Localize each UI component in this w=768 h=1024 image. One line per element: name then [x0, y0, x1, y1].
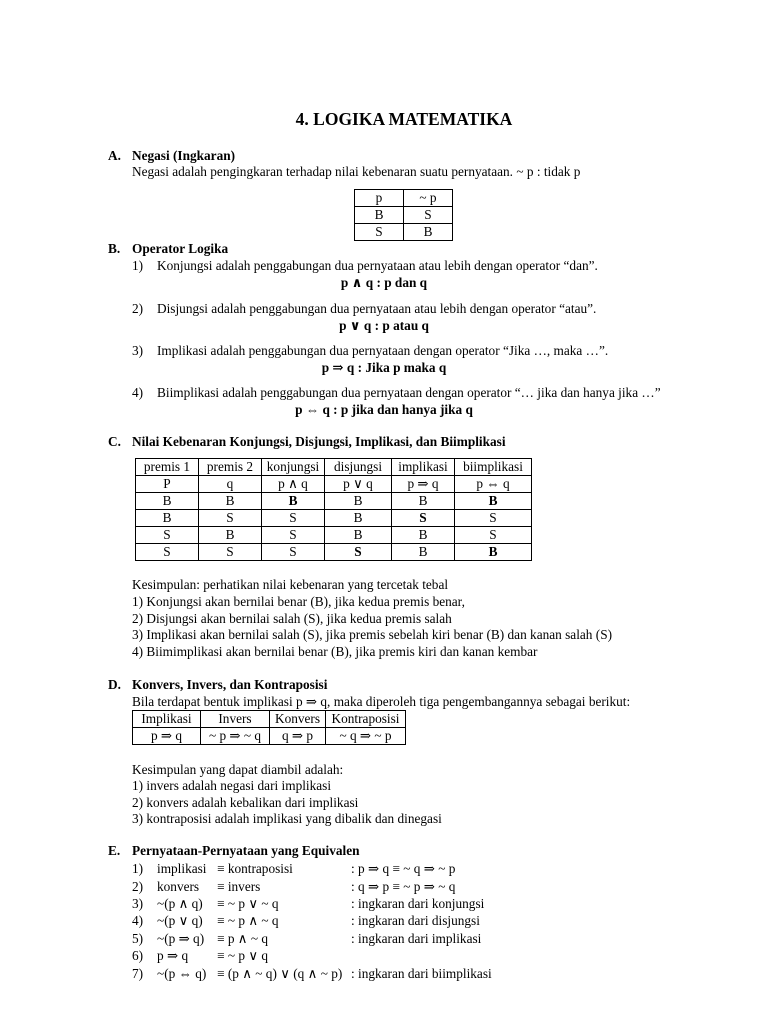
truth-cell: S	[136, 527, 199, 544]
operator-number: 1)	[132, 258, 144, 273]
conclusion-c-line: 4) Biimimplikasi akan bernilai benar (B), jika premis kiri dan kanan kembar	[132, 644, 538, 659]
equiv-note: : p ⇒ q ≡ ~ q ⇒ ~ p	[351, 861, 456, 876]
truth-cell: B	[392, 544, 455, 561]
truth-header: p ∧ q	[262, 476, 325, 493]
equiv-equal: ≡ kontraposisi	[217, 861, 293, 876]
truth-cell: B	[392, 527, 455, 544]
truth-cell: B	[325, 510, 392, 527]
operator-text: Konjungsi adalah penggabungan dua pernyataan atau lebih dengan operator “dan”.	[157, 258, 598, 273]
equiv-expr: ~(p ⇔ q)	[157, 966, 207, 981]
truth-header: p ⇔ q	[455, 476, 532, 493]
equiv-equal: ≡ ~ p ∧ ~ q	[217, 913, 279, 928]
implication-cell: ~ q ⇒ ~ p	[326, 728, 406, 745]
truth-cell: S	[136, 544, 199, 561]
equiv-expr: ~(p ∨ q)	[157, 913, 203, 928]
equiv-equal: ≡ ~ p ∨ ~ q	[217, 896, 279, 911]
equiv-note: : ingkaran dari biimplikasi	[351, 966, 492, 981]
equiv-number: 7)	[132, 966, 144, 981]
equiv-note: : ingkaran dari implikasi	[351, 931, 482, 946]
truth-table	[135, 458, 532, 561]
negation-cell: ~ p	[404, 190, 453, 207]
section-d-heading: Konvers, Invers, dan Kontraposisi	[132, 677, 328, 692]
truth-cell: S	[325, 544, 392, 561]
section-a-text: Negasi adalah pengingkaran terhadap nilai kebenaran suatu pernyataan. ~ p : tidak p	[132, 164, 581, 179]
section-d-intro: Bila terdapat bentuk implikasi p ⇒ q, maka diperoleh tiga pengembangannya sebagai berikut:	[132, 694, 631, 709]
truth-cell: S	[262, 544, 325, 561]
implication-cell: p ⇒ q	[133, 728, 201, 745]
truth-cell: S	[455, 510, 532, 527]
truth-header: disjungsi	[325, 459, 392, 476]
table-row	[136, 527, 532, 544]
section-c-letter: C.	[108, 434, 121, 449]
implication-cell: q ⇒ p	[270, 728, 326, 745]
conclusion-d-line: Kesimpulan yang dapat diambil adalah:	[132, 762, 344, 777]
equiv-number: 3)	[132, 896, 144, 911]
implication-header: Invers	[201, 711, 270, 728]
table-row	[136, 544, 532, 561]
section-b-heading: Operator Logika	[132, 241, 229, 256]
negation-cell: S	[355, 224, 404, 241]
truth-cell: B	[392, 493, 455, 510]
section-c-heading: Nilai Kebenaran Konjungsi, Disjungsi, Implikasi, dan Biimplikasi	[132, 434, 506, 449]
truth-header: implikasi	[392, 459, 455, 476]
implication-header: Konvers	[270, 711, 326, 728]
truth-cell: B	[455, 544, 532, 561]
negation-cell: B	[355, 207, 404, 224]
truth-cell: B	[325, 527, 392, 544]
truth-cell: S	[199, 510, 262, 527]
truth-cell: B	[199, 493, 262, 510]
equiv-expr: implikasi	[157, 861, 207, 876]
section-d-letter: D.	[108, 677, 121, 692]
truth-header: biimplikasi	[455, 459, 532, 476]
equiv-equal: ≡ invers	[217, 879, 261, 894]
equiv-expr: p ⇒ q	[157, 948, 189, 963]
conclusion-d-line: 3) kontraposisi adalah implikasi yang dibalik dan dinegasi	[132, 811, 442, 826]
truth-cell: B	[136, 510, 199, 527]
equiv-number: 5)	[132, 931, 144, 946]
equiv-number: 2)	[132, 879, 144, 894]
truth-header: P	[136, 476, 199, 493]
equiv-number: 1)	[132, 861, 144, 876]
operator-text: Disjungsi adalah penggabungan dua pernyataan atau lebih dengan operator “atau”.	[157, 301, 597, 316]
operator-number: 3)	[132, 343, 144, 358]
truth-cell: B	[455, 493, 532, 510]
equiv-note: : ingkaran dari konjungsi	[351, 896, 485, 911]
section-e-letter: E.	[108, 843, 121, 858]
truth-header: q	[199, 476, 262, 493]
truth-cell: S	[262, 527, 325, 544]
truth-header: p ∨ q	[325, 476, 392, 493]
operator-formula: p ∧ q : p dan q	[340, 275, 428, 290]
negation-cell: p	[355, 190, 404, 207]
conclusion-c-line: 1) Konjungsi akan bernilai benar (B), jika kedua premis benar,	[132, 594, 465, 609]
conclusion-d-line: 1) invers adalah negasi dari implikasi	[132, 778, 332, 793]
conclusion-d-line: 2) konvers adalah kebalikan dari implikasi	[132, 795, 359, 810]
equiv-equal: ≡ ~ p ∨ q	[217, 948, 269, 963]
implication-header: Kontraposisi	[326, 711, 406, 728]
equiv-note: : q ⇒ p ≡ ~ p ⇒ ~ q	[351, 879, 456, 894]
truth-cell: B	[199, 527, 262, 544]
table-row	[136, 493, 532, 510]
truth-header: konjungsi	[262, 459, 325, 476]
truth-cell: S	[199, 544, 262, 561]
table-row	[136, 510, 532, 527]
equiv-expr: ~(p ∧ q)	[157, 896, 203, 911]
truth-cell: B	[136, 493, 199, 510]
operator-text: Biimplikasi adalah penggabungan dua pernyataan dengan operator “… jika dan hanya jika …”	[157, 385, 661, 400]
equiv-number: 4)	[132, 913, 144, 928]
negation-cell: S	[404, 207, 453, 224]
truth-cell: B	[325, 493, 392, 510]
page-title: 4. LOGIKA MATEMATIKA	[295, 109, 513, 129]
conclusion-c-line: 2) Disjungsi akan bernilai salah (S), jika kedua premis salah	[132, 611, 452, 626]
operator-number: 2)	[132, 301, 144, 316]
implication-header: Implikasi	[133, 711, 201, 728]
implication-cell: ~ p ⇒ ~ q	[201, 728, 270, 745]
conclusion-c-line: Kesimpulan: perhatikan nilai kebenaran yang tercetak tebal	[132, 577, 449, 592]
operator-number: 4)	[132, 385, 144, 400]
operator-text: Implikasi adalah penggabungan dua pernyataan dengan operator “Jika …, maka …”.	[157, 343, 609, 358]
equiv-note: : ingkaran dari disjungsi	[351, 913, 480, 928]
equiv-number: 6)	[132, 948, 144, 963]
section-a-heading: Negasi (Ingkaran)	[132, 148, 236, 163]
operator-formula: p ⇔ q : p jika dan hanya jika q	[295, 402, 473, 417]
conclusion-c-line: 3) Implikasi akan bernilai salah (S), jika premis sebelah kiri benar (B) dan kanan salah (S)	[132, 627, 613, 642]
section-e-heading: Pernyataan-Pernyataan yang Equivalen	[132, 843, 360, 858]
operator-formula: p ⇒ q : Jika p maka q	[321, 360, 447, 375]
negation-table	[354, 189, 453, 241]
truth-header: premis 1	[136, 459, 199, 476]
section-a-letter: A.	[108, 148, 121, 163]
truth-header: premis 2	[199, 459, 262, 476]
equiv-expr: ~(p ⇒ q)	[157, 931, 205, 946]
negation-cell: B	[404, 224, 453, 241]
truth-cell: B	[262, 493, 325, 510]
equiv-equal: ≡ (p ∧ ~ q) ∨ (q ∧ ~ p)	[217, 966, 343, 981]
operator-formula: p ∨ q : p atau q	[339, 318, 429, 333]
equiv-expr: konvers	[157, 879, 200, 894]
equiv-equal: ≡ p ∧ ~ q	[217, 931, 269, 946]
truth-cell: S	[392, 510, 455, 527]
truth-cell: S	[262, 510, 325, 527]
implication-table	[132, 710, 406, 745]
truth-cell: S	[455, 527, 532, 544]
truth-header: p ⇒ q	[392, 476, 455, 493]
section-b-letter: B.	[108, 241, 121, 256]
